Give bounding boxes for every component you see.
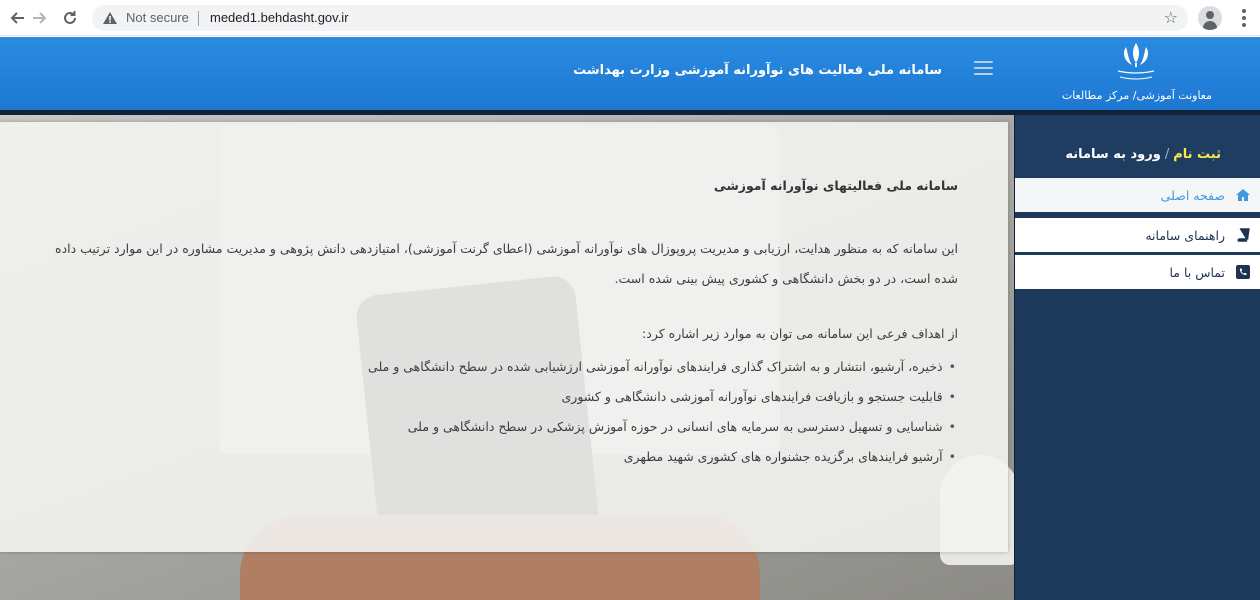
browser-toolbar <box>0 0 1260 36</box>
address-bar[interactable] <box>92 5 1188 31</box>
sidebar-item-label: صفحه اصلی <box>1160 187 1225 203</box>
sidebar <box>1014 115 1260 600</box>
hamburger-menu-icon[interactable] <box>974 61 993 75</box>
sidebar-item-home[interactable] <box>1015 178 1260 212</box>
phone-icon <box>1233 262 1253 282</box>
forward-arrow-icon[interactable] <box>27 6 51 30</box>
site-header <box>0 37 1260 110</box>
content-heading: سامانه ملی فعالیتهای نوآورانه آموزشی <box>713 178 958 193</box>
home-icon <box>1233 185 1253 205</box>
book-icon <box>1233 225 1253 245</box>
profile-icon[interactable] <box>1198 6 1222 30</box>
goal-item: • شناسایی و تسهیل دسترسی به سرمایه های انسانی در حوزه آموزش پزشکی در سطح دانشگاهی و ملی <box>368 412 956 442</box>
content-intro: این سامانه که به منظور هدایت، ارزیابی و مدیریت پروپوزال های نوآورانه آموزشی (اعطای گرنت آموزشی)، امتیازدهی دانش پژوهی و مدیریت مشاوره در این موارد ترتیب داده شده است، در دو بخش دانشگاهی و کشوری پیش بینی شده است. <box>55 241 958 286</box>
sidebar-item-label: راهنمای سامانه <box>1145 227 1225 243</box>
omnibox-divider <box>198 11 199 26</box>
goal-item: • ذخیره، آرشیو، انتشار و به اشتراک گذاری فرایندهای نوآورانه آموزشی ارزشیابی شده در سطح دانشگاهی و ملی <box>368 352 956 382</box>
warning-icon[interactable] <box>102 10 118 26</box>
goal-item: • قابلیت جستجو و بازیافت فرایندهای نوآورانه آموزشی دانشگاهی و کشوری <box>368 382 956 412</box>
reload-icon[interactable] <box>58 6 82 30</box>
goal-item: • آرشیو فرایندهای برگزیده جشنواره های کشوری شهید مطهری <box>368 442 956 472</box>
login-link[interactable]: ورود به سامانه <box>1065 147 1161 162</box>
auth-separator: / <box>1164 147 1170 162</box>
more-vert-icon[interactable] <box>1234 6 1254 30</box>
iran-emblem-icon <box>1110 41 1162 85</box>
goals-title: از اهداف فرعی این سامانه می توان به موارد زیر اشاره کرد: <box>642 326 958 341</box>
auth-links <box>1065 147 1221 162</box>
site-title: سامانه ملی فعالیت های نوآورانه آموزشی وزارت بهداشت <box>573 63 942 78</box>
sidebar-item-label: تماس با ما <box>1169 264 1225 280</box>
sidebar-item-contact[interactable] <box>1015 255 1260 289</box>
star-icon[interactable]: ☆ <box>1163 8 1178 27</box>
goals-list <box>368 352 956 472</box>
register-link[interactable]: ثبت نام <box>1173 147 1221 162</box>
sidebar-auth-area <box>1015 115 1260 177</box>
sidebar-item-guide[interactable] <box>1015 218 1260 252</box>
url-text[interactable]: meded1.behdasht.gov.ir <box>210 10 349 25</box>
content-panel <box>0 122 1008 552</box>
department-name: معاونت آموزشی/ مرکز مطالعات <box>1061 89 1212 102</box>
security-label[interactable]: Not secure <box>126 10 189 25</box>
